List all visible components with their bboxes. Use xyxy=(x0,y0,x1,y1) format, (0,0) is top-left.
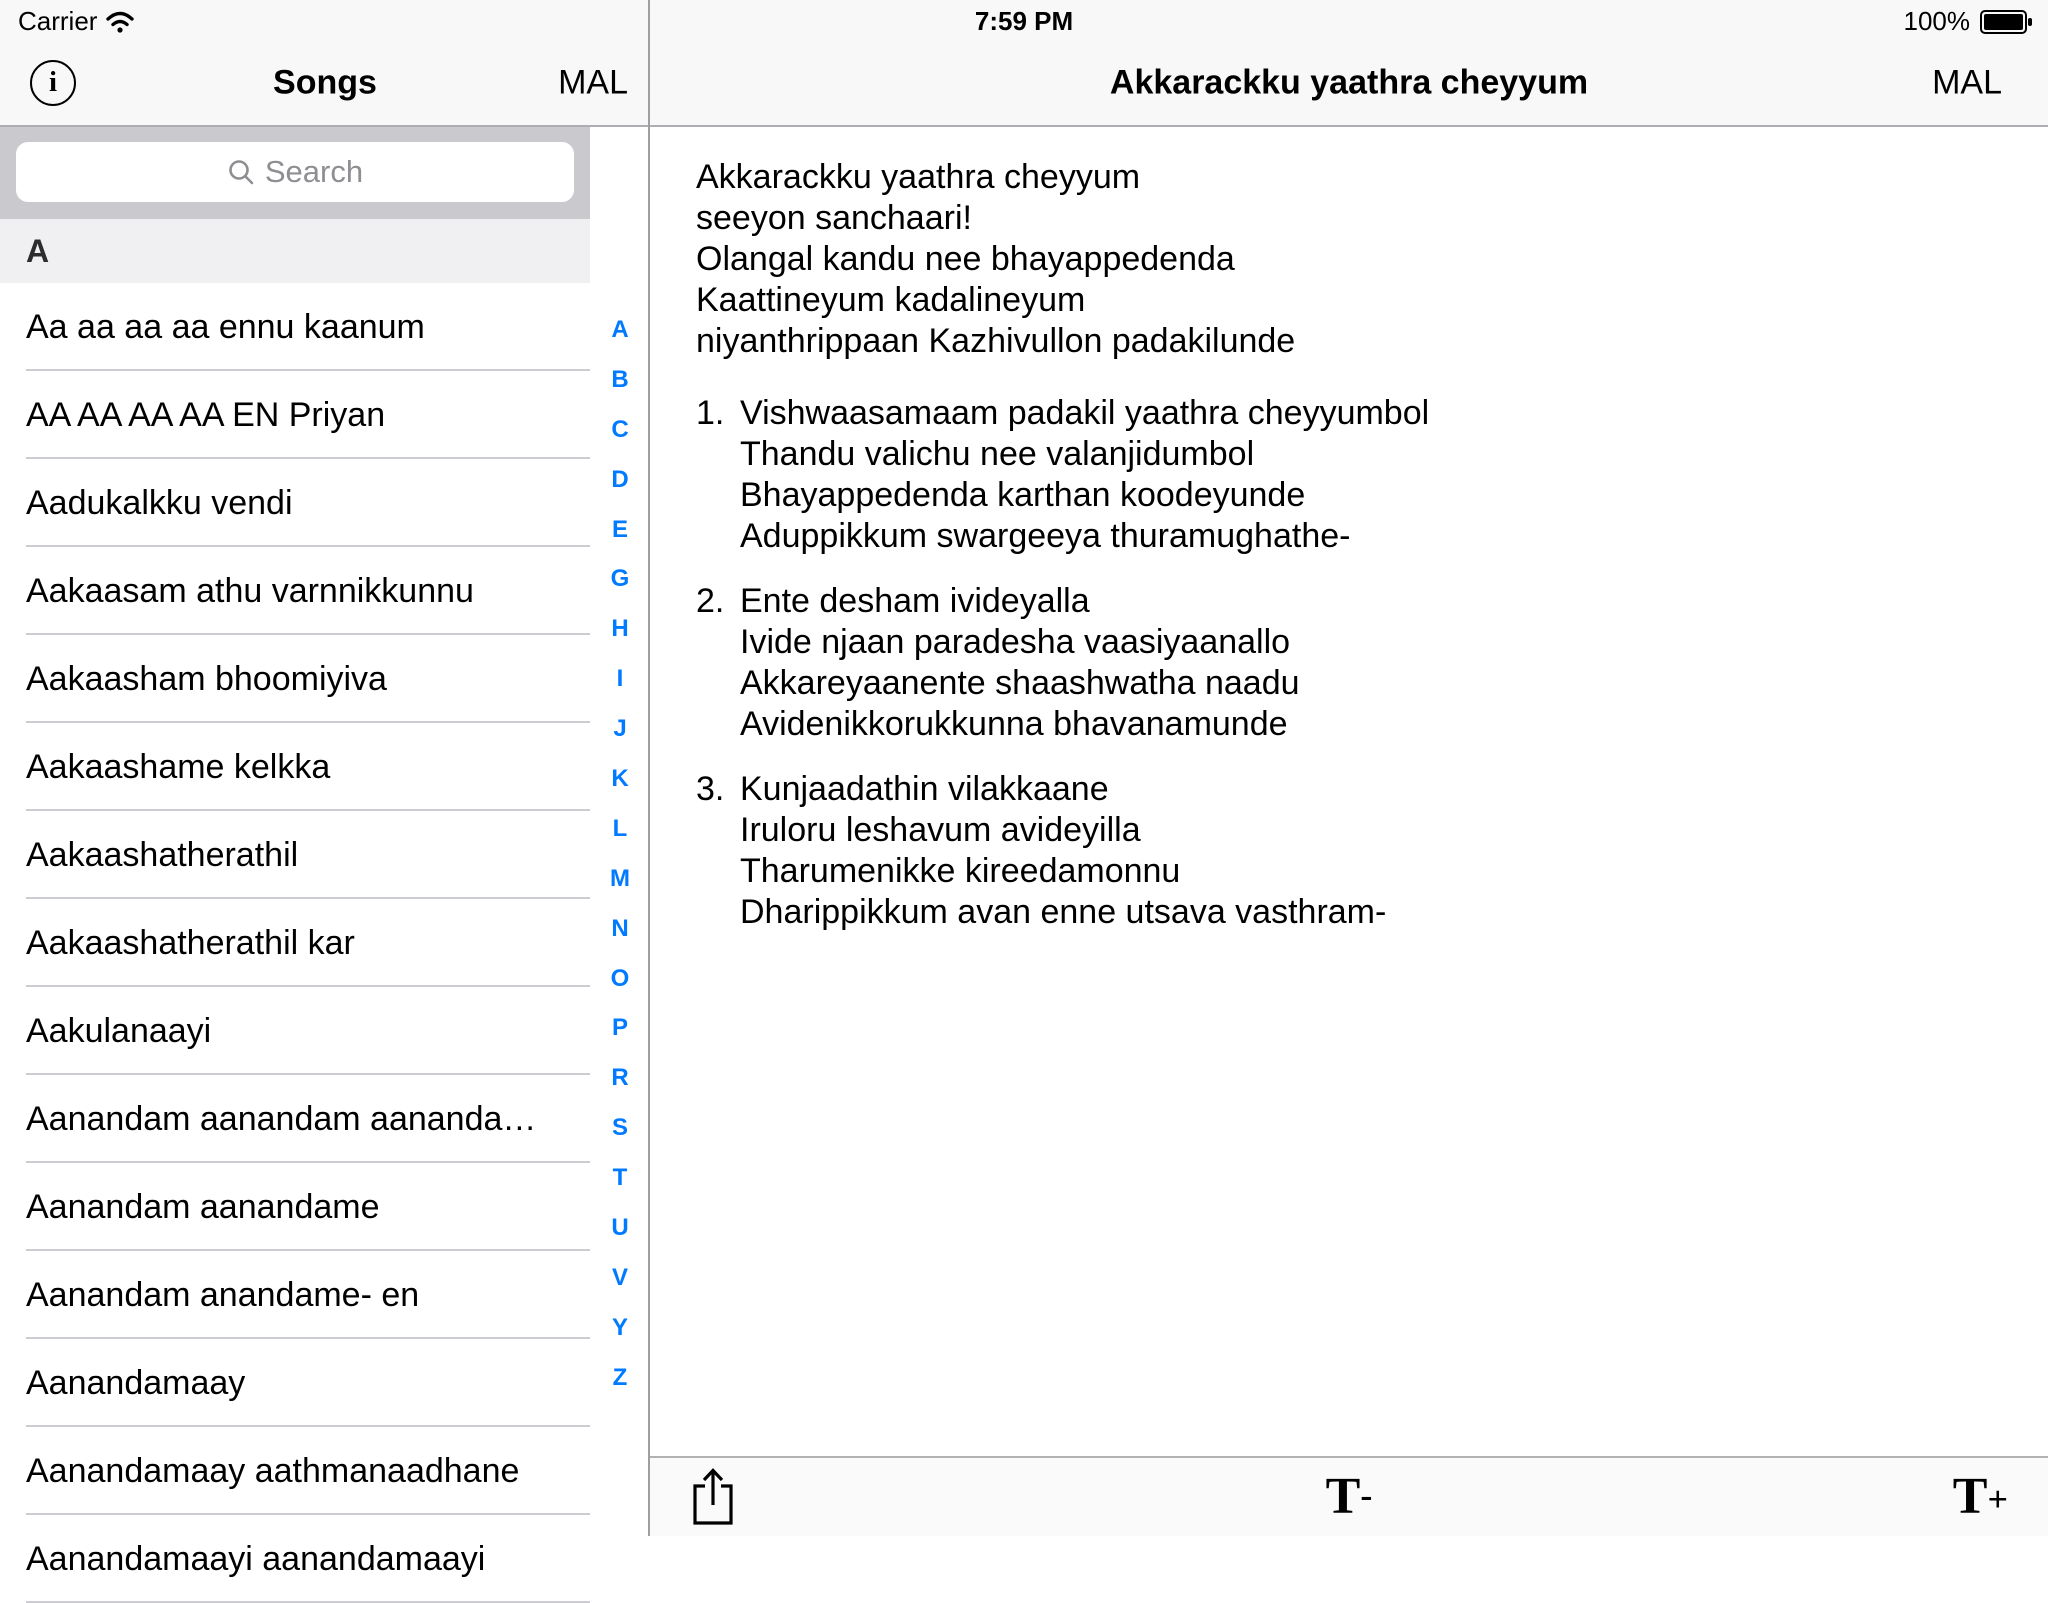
left-nav-title: Songs xyxy=(273,63,377,101)
index-letter[interactable]: K xyxy=(611,765,629,793)
song-list-item[interactable]: Aakaasam athu varnnikkunnu xyxy=(0,547,590,635)
chorus-line: Olangal kandu nee bhayappedenda xyxy=(696,240,1235,278)
verse-line: Tharumenikke kireedamonnu xyxy=(740,852,1181,890)
index-letter[interactable]: J xyxy=(613,715,627,743)
index-letter[interactable]: P xyxy=(611,1014,628,1042)
song-list-item[interactable]: Aakaasham bhoomiyiva xyxy=(0,635,590,723)
song-list xyxy=(0,283,590,1578)
verse-line: Bhayappedenda karthan koodeyunde xyxy=(740,476,1306,514)
index-letter[interactable]: D xyxy=(611,465,629,493)
index-letter[interactable]: Z xyxy=(612,1363,628,1391)
chorus-line: niyanthrippaan Kazhivullon padakilunde xyxy=(696,322,1296,360)
share-button[interactable] xyxy=(690,1467,736,1527)
verse xyxy=(696,581,2008,745)
search-bar-background xyxy=(0,127,590,219)
verse-number: 1. xyxy=(696,394,725,432)
index-letter[interactable]: E xyxy=(611,515,628,543)
index-letter[interactable]: I xyxy=(616,665,624,693)
index-letter[interactable]: L xyxy=(612,814,628,842)
song-list-item[interactable]: AA AA AA AA EN Priyan xyxy=(0,371,590,459)
index-letter[interactable]: S xyxy=(611,1114,628,1142)
text-smaller-glyph: T xyxy=(1325,1468,1361,1525)
verse-lines xyxy=(740,393,1429,557)
section-header: A xyxy=(0,219,590,283)
verse-number: 3. xyxy=(696,770,725,808)
song-list-item[interactable]: Aanandamaayi aanandamaayi xyxy=(0,1515,590,1603)
search-icon xyxy=(227,158,255,186)
status-bar xyxy=(0,0,2048,40)
song-title: Akkarackku yaathra cheyyum xyxy=(1109,63,1589,101)
chorus-line: Akkarackku yaathra cheyyum xyxy=(696,158,1141,196)
left-language-button[interactable]: MAL xyxy=(558,63,628,101)
song-list-item[interactable]: Aanandam aanandame xyxy=(0,1163,590,1251)
text-smaller-button[interactable] xyxy=(1325,1468,1373,1525)
index-letter[interactable]: Y xyxy=(611,1313,628,1341)
chorus xyxy=(696,157,2008,362)
right-navbar xyxy=(650,40,2048,125)
song-list-item[interactable]: Aanandam aanandam aananda… xyxy=(0,1075,590,1163)
song-list-item[interactable]: Aakulanaayi xyxy=(0,987,590,1075)
search-placeholder: Search xyxy=(264,154,364,189)
verse-line: Akkareyaanente shaashwatha naadu xyxy=(740,664,1300,702)
index-letter[interactable]: B xyxy=(611,365,629,393)
verse-line: Thandu valichu nee valanjidumbol xyxy=(740,435,1255,473)
verse-line: Ente desham ivideyalla xyxy=(740,582,1090,620)
verse-line: Vishwaasamaam padakil yaathra cheyyumbol xyxy=(740,394,1430,432)
text-larger-glyph: T xyxy=(1952,1468,1988,1525)
minus-sign: - xyxy=(1360,1475,1373,1515)
verse-line: Iruloru leshavum avideyilla xyxy=(740,811,1141,849)
index-letter[interactable]: A xyxy=(611,316,629,343)
search-input[interactable] xyxy=(16,142,574,202)
song-list-item[interactable]: Aadukalkku vendi xyxy=(0,459,590,547)
verse-line: Avidenikkorukkunna bhavanamunde xyxy=(740,705,1288,743)
song-list-item[interactable]: Aa aa aa aa ennu kaanum xyxy=(0,283,590,371)
verse-line: Aduppikkum swargeeya thuramughathe- xyxy=(740,517,1351,555)
verse-line: Dharippikkum avan enne utsava vasthram- xyxy=(740,893,1387,931)
bottom-toolbar xyxy=(650,1456,2048,1536)
index-letter[interactable]: T xyxy=(612,1164,628,1192)
verse-lines xyxy=(740,769,1386,933)
song-list-item[interactable]: Aakaashame kelkka xyxy=(0,723,590,811)
verse-line: Kunjaadathin vilakkaane xyxy=(740,770,1109,808)
index-letter[interactable]: G xyxy=(610,565,630,593)
song-list-item[interactable]: Aakaashatherathil xyxy=(0,811,590,899)
verse-lines xyxy=(740,581,1300,745)
battery-icon xyxy=(1980,10,2032,34)
song-list-item[interactable]: Aanandam anandame- en xyxy=(0,1251,590,1339)
lyrics-view xyxy=(650,127,2048,1456)
wifi-icon xyxy=(105,10,135,34)
clock: 7:59 PM xyxy=(974,6,1074,36)
alphabet-index xyxy=(592,318,648,1390)
verse xyxy=(696,393,2008,557)
text-larger-button[interactable] xyxy=(1952,1468,2008,1525)
verse xyxy=(696,769,2008,933)
chorus-line: seeyon sanchaari! xyxy=(696,199,972,237)
info-button[interactable]: i xyxy=(30,60,76,106)
index-letter[interactable]: U xyxy=(611,1214,629,1242)
verse-number: 2. xyxy=(696,582,725,620)
song-list-item[interactable]: Aanandamaay aathmanaadhane xyxy=(0,1427,590,1515)
verses xyxy=(696,393,2008,933)
index-letter[interactable]: H xyxy=(611,615,629,643)
index-letter[interactable]: C xyxy=(611,415,629,443)
left-navbar xyxy=(0,40,650,125)
index-letter[interactable]: O xyxy=(610,964,630,992)
plus-sign: + xyxy=(1987,1479,2008,1519)
carrier-label: Carrier xyxy=(18,6,98,36)
index-letter[interactable]: M xyxy=(610,864,630,892)
chorus-line: Kaattineyum kadalineyum xyxy=(696,281,1086,319)
right-language-button[interactable]: MAL xyxy=(1932,63,2002,101)
song-list-item[interactable]: Aakaashatherathil kar xyxy=(0,899,590,987)
index-letter[interactable]: V xyxy=(611,1263,628,1291)
index-letter[interactable]: R xyxy=(611,1064,629,1092)
top-chrome xyxy=(0,0,2048,127)
index-letter[interactable]: N xyxy=(611,914,629,942)
verse-line: Ivide njaan paradesha vaasiyaanallo xyxy=(740,623,1291,661)
battery-percent: 100% xyxy=(1903,6,1970,36)
song-list-item[interactable]: Aanandamaay xyxy=(0,1339,590,1427)
